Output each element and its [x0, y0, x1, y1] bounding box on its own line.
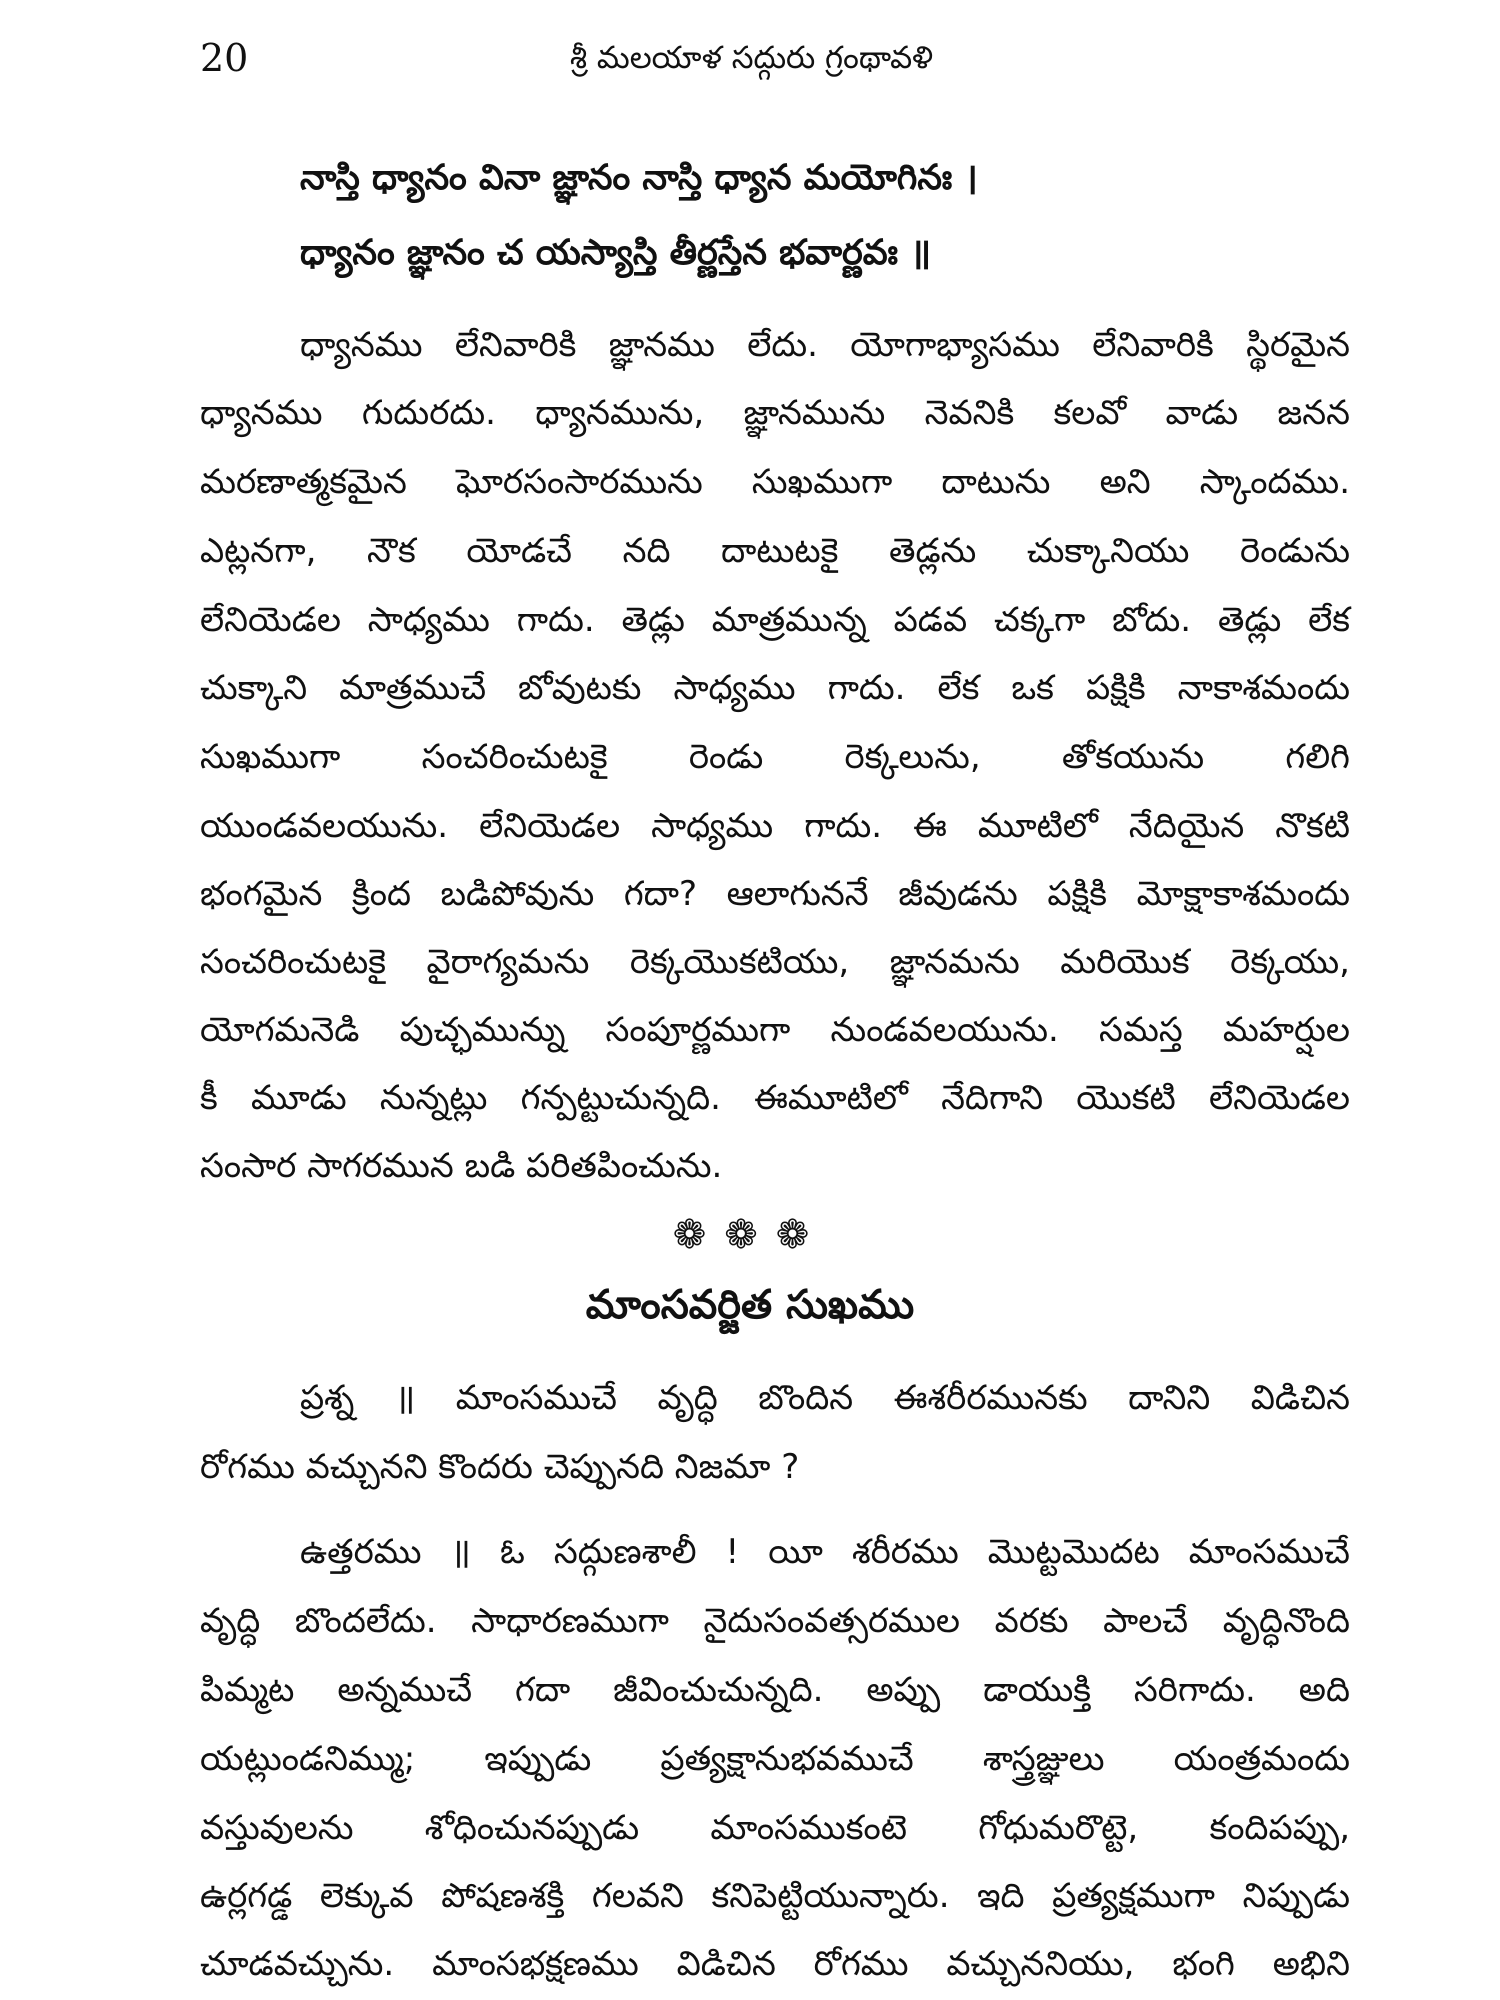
- answer-line: పిమ్మట అన్నముచే గదా జీవించుచున్నది. అప్పు డాయుక్తి సరిగాదు. అది: [200, 1670, 1350, 1710]
- paragraph-line: కీ మూడు నున్నట్లు గన్పట్టుచున్నది. ఈమూటిలో నేదిగాని యొకటి లేనియెడల: [200, 1078, 1350, 1118]
- answer-line: యట్లుండనిమ్ము; ఇప్పుడు ప్రత్యక్షానుభవముచే శాస్త్రజ్ఞులు యంత్రమందు: [200, 1739, 1350, 1779]
- paragraph-line: ఎట్లనగా, నౌక యోడచే నది దాటుటకై తెడ్లను చుక్కానియు రెండును: [200, 531, 1350, 571]
- answer-line: చూడవచ్చును. మాంసభక్షణము విడిచిన రోగము వచ్చుననియు, భంగి అభిని: [200, 1944, 1350, 1984]
- paragraph-line: సంచరించుటకై వైరాగ్యమను రెక్కయొకటియు, జ్ఞానమను మరియొక రెక్కయు,: [200, 942, 1350, 982]
- section-ornament: ❁❁❁: [672, 1212, 828, 1258]
- paragraph-line: యుండవలయును. లేనియెడల సాధ్యము గాదు. ఈ మూటిలో నేదియైన నొకటి: [200, 806, 1350, 846]
- verse-line: ధ్యానం జ్ఞానం చ యస్యాస్తి తీర్ణస్తేన భవార్ణవః ॥: [300, 233, 932, 273]
- paragraph-line: లేనియెడల సాధ్యము గాదు. తెడ్లు మాత్రమున్న పడవ చక్కగా బోదు. తెడ్లు లేక: [200, 600, 1350, 640]
- answer-line: ఉత్తరము ॥ ఓ సద్గుణశాలీ ! యీ శరీరము మొట్టమొదట మాంసముచే: [300, 1532, 1350, 1572]
- running-title: శ్రీ మలయాళ సద్గురు గ్రంథావళి: [570, 40, 934, 76]
- paragraph-line: సుఖముగా సంచరించుటకై రెండు రెక్కలును, తోకయును గలిగి: [200, 737, 1350, 777]
- question-line: రోగము వచ్చునని కొందరు చెప్పునది నిజమా ?: [200, 1447, 800, 1487]
- page-number: 20: [200, 36, 249, 80]
- paragraph-line: మరణాత్మకమైన ఘోరసంసారమును సుఖముగా దాటును అని స్కాందము.: [200, 462, 1350, 502]
- answer-line: ఉర్లగడ్డ లెక్కువ పోషణశక్తి గలవని కనిపెట్టియున్నారు. ఇది ప్రత్యక్షముగా నిప్పుడు: [200, 1876, 1350, 1916]
- paragraph-line: ధ్యానము గుదురదు. ధ్యానమును, జ్ఞానమును నెవనికి కలవో వాడు జనన: [200, 393, 1350, 433]
- question-line: ప్రశ్న ॥ మాంసముచే వృద్ధి బొందిన ఈశరీరమునకు దానిని విడిచిన: [300, 1378, 1350, 1418]
- paragraph-line: సంసార సాగరమున బడి పరితపించును.: [200, 1146, 723, 1186]
- verse-line: నాస్తి ధ్యానం వినా జ్ఞానం నాస్తి ధ్యాన మయోగినః ।: [300, 158, 978, 198]
- answer-line: వృద్ధి బొందలేదు. సాధారణముగా నైదుసంవత్సరముల వరకు పాలచే వృద్ధినొంది: [200, 1601, 1350, 1641]
- paragraph-line: ధ్యానము లేనివారికి జ్ఞానము లేదు. యోగాభ్యాసము లేనివారికి స్థిరమైన: [300, 325, 1350, 365]
- answer-line: వస్తువులను శోధించునప్పుడు మాంసముకంటె గోధుమరొట్టె, కందిపప్పు,: [200, 1808, 1350, 1848]
- paragraph-line: భంగమైన క్రింద బడిపోవును గదా? ఆలాగుననే జీవుడను పక్షికి మోక్షాకాశమందు: [200, 874, 1350, 914]
- section-title: మాంసవర్జిత సుఖము: [585, 1282, 915, 1328]
- paragraph-line: యోగమనెడి పుచ్ఛమున్ను సంపూర్ణముగా నుండవలయును. సమస్త మహర్షుల: [200, 1010, 1350, 1050]
- page-header: [200, 34, 1350, 94]
- paragraph-line: చుక్కాని మాత్రముచే బోవుటకు సాధ్యము గాదు. లేక ఒక పక్షికి నాకాశమందు: [200, 668, 1350, 708]
